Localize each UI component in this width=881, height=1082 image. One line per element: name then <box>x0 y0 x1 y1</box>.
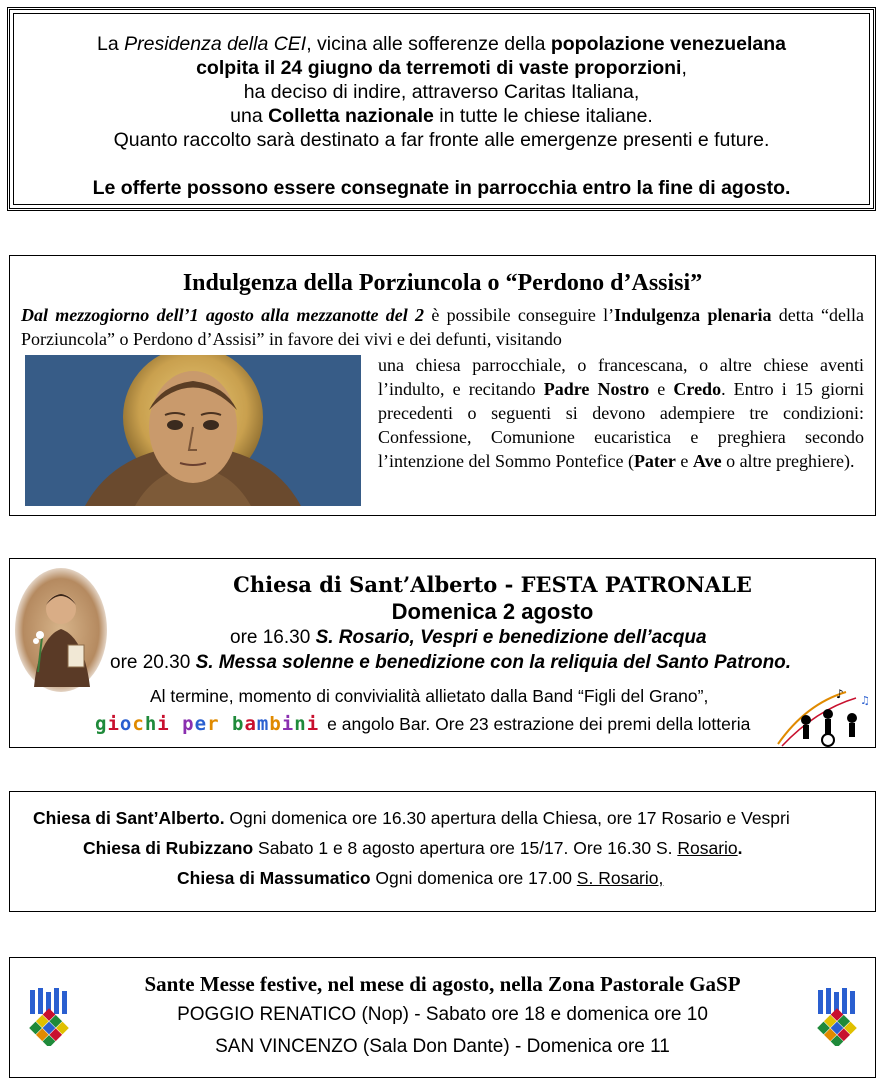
text: o altre preghiere). <box>721 451 855 471</box>
giochi-letter: i <box>107 713 120 735</box>
text: La <box>97 33 125 55</box>
colletta-line-3: ha deciso di indire, attraverso Caritas Italiana, <box>243 81 640 103</box>
festa-row-rosario <box>230 627 707 649</box>
chiesa-name: Chiesa di Sant’Alberto. <box>33 808 225 828</box>
popolazione-venezuelana: popolazione venezuelana <box>550 33 786 55</box>
text: . Entro i 15 giorni precedenti o seguenti si devono adempiere tre condizioni: Confessione, Comunione eucaristica e preghiera secondo l’intenzione del Sommo Pontefice ( <box>378 379 864 471</box>
giochi-letter: i <box>281 713 295 735</box>
presidenza-cei: Presidenza della CEI <box>124 33 307 55</box>
ave: Ave <box>692 451 722 471</box>
sant-alberto-svg <box>14 567 109 693</box>
colletta-line-5: Quanto raccolto sarà destinato a far fronte alle emergenze presenti e future. <box>113 129 770 151</box>
giochi-letter: m <box>256 713 270 735</box>
san-francesco-image <box>25 355 361 506</box>
svg-text:♪: ♪ <box>836 687 844 701</box>
giochi-letter: p <box>182 713 195 735</box>
indulgenza-intro <box>21 303 864 351</box>
festa-row-messa <box>110 652 791 674</box>
giochi-per-bambini <box>95 713 319 735</box>
colletta-offerte: Le offerte possono essere consegnate in parrocchia entro la fine di agosto. <box>92 177 791 199</box>
text: una chiesa parrocchiale, o francescana, o altre chiese aventi l’indulto, e recitando <box>378 355 864 399</box>
colletta-line-2 <box>10 56 873 80</box>
text: è possibile conseguire l’ <box>424 305 615 325</box>
text: e <box>649 379 674 399</box>
festa-row-giochi <box>95 713 750 735</box>
orari-box <box>9 791 876 912</box>
giochi-letter: i <box>157 713 170 735</box>
time: ore 20.30 <box>110 652 196 673</box>
orari-text: Sabato 1 e 8 agosto apertura ore 15/17. Ore 16.30 S. <box>253 838 678 858</box>
giochi-letter: r <box>207 713 220 735</box>
rosario-underlined: Rosario <box>677 838 738 858</box>
giochi-letter: a <box>244 713 257 735</box>
orari-row-massumatico <box>177 868 663 889</box>
giochi-letter: i <box>306 713 320 735</box>
giochi-letter: c <box>132 713 145 735</box>
text: una <box>230 105 269 127</box>
orari-row-rubizzano <box>83 838 743 859</box>
sant-alberto-image <box>14 567 109 693</box>
chiesa-name: Chiesa di Massumatico <box>177 868 371 888</box>
text: , vicina alle sofferenze della <box>306 33 551 55</box>
band-illustration <box>776 684 874 748</box>
messe-title: Sante Messe festive, nel mese di agosto, nella Zona Pastorale GaSP <box>144 972 741 996</box>
indulgenza-box <box>9 255 876 516</box>
padre-nostro: Padre Nostro <box>543 379 650 399</box>
giochi-letter <box>170 713 182 735</box>
giochi-letter: e <box>194 713 208 735</box>
periodo-text: Dal mezzogiorno dell’1 agosto alla mezzanotte del 2 <box>21 305 425 325</box>
giochi-letter: b <box>231 713 245 735</box>
indulgenza-title: Indulgenza della Porziuncola o “Perdono d’Assisi” <box>182 270 703 296</box>
text: . <box>737 838 743 858</box>
text: in tutte le chiese italiane. <box>433 105 653 127</box>
messe-poggio-renatico: POGGIO RENATICO (Nop) - Sabato ore 18 e domenica ore 10 <box>177 1004 708 1025</box>
terremoti-text: colpita il 24 giugno da terremoti di vaste proporzioni <box>196 57 682 79</box>
messa-text: S. Messa solenne e benedizione con la reliquia del Santo Patrono. <box>195 652 792 673</box>
orari-text: Ogni domenica ore 16.30 apertura della Chiesa, ore 17 Rosario e Vespri <box>224 808 790 828</box>
giochi-letter: b <box>269 713 282 735</box>
festa-box <box>9 558 876 748</box>
orari-row-sant-alberto <box>33 808 790 829</box>
giochi-letter: g <box>95 713 108 735</box>
colletta-line-4 <box>10 104 873 128</box>
messe-box <box>9 957 876 1078</box>
text: e <box>675 451 693 471</box>
bar-lotteria-text: e angolo Bar. Ore 23 estrazione dei premi della lotteria <box>327 714 751 734</box>
credo: Credo <box>673 379 722 399</box>
giochi-letter <box>220 713 232 735</box>
pater: Pater <box>633 451 676 471</box>
festa-date: Domenica 2 agosto <box>391 599 594 624</box>
svg-text:♫: ♫ <box>860 694 870 707</box>
colletta-text <box>10 32 873 152</box>
giochi-letter: h <box>144 713 158 735</box>
rosario-text: S. Rosario, Vespri e benedizione dell’acqua <box>315 627 707 648</box>
orari-text: Ogni domenica ore 17.00 <box>370 868 577 888</box>
band-svg <box>776 684 874 748</box>
colletta-line-1 <box>10 32 873 56</box>
festa-row-band: Al termine, momento di convivialità allietato dalla Band “Figli del Grano”, <box>150 686 709 706</box>
time: ore 16.30 <box>230 627 316 648</box>
giochi-letter: n <box>294 713 307 735</box>
giochi-letter: o <box>119 713 133 735</box>
indulgenza-plenaria: Indulgenza plenaria <box>614 305 772 325</box>
festa-title: Chiesa di Sant’Alberto - FESTA PATRONALE <box>233 572 752 597</box>
messe-san-vincenzo: SAN VINCENZO (Sala Don Dante) - Domenica ore 11 <box>215 1036 670 1057</box>
colletta-nazionale: Colletta nazionale <box>268 105 434 127</box>
text: detta “della Porziuncola” o Perdono d’Assisi” in favore dei vivi e dei defunti, visitando <box>21 305 864 349</box>
rosario-underlined: S. Rosario, <box>576 868 664 888</box>
colletta-box <box>7 7 876 211</box>
text: , <box>681 57 687 79</box>
fresco-svg <box>25 355 361 506</box>
indulgenza-body <box>378 353 864 473</box>
chiesa-name: Chiesa di Rubizzano <box>83 838 254 858</box>
